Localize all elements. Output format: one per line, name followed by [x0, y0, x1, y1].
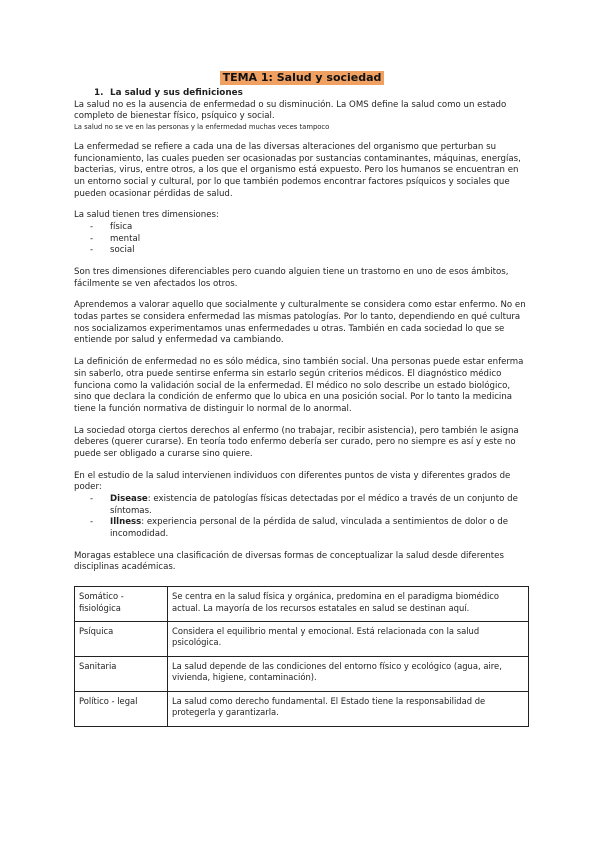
term-disease: Disease: [110, 494, 148, 505]
table-cell-key: Psíquica: [75, 622, 168, 657]
section-number: 1.: [94, 87, 104, 98]
moragas-paragraph: Moragas establece una clasificación de diversas formas de conceptualizar la salud desde diferentes disciplinas académicas.: [74, 550, 504, 573]
terms-list: [74, 494, 530, 541]
intro-paragraph: La salud no es la ausencia de enfermedad o su disminución. La OMS define la salud como un estado completo de bienestar físico, psíquico y social.: [74, 99, 507, 122]
aprendemos-paragraph: Aprendemos a valorar aquello que socialmente y culturalmente se considera como estar enfermo. No en todas partes se considera enfermedad las mismas patologías. Por lo tanto, dependiendo en qué cultura nos socializamos experimentamos unas enfermedades u otras. También en cada sociedad lo que se entiende por salud y enfermedad va cambiando.: [74, 300, 526, 346]
list-item: [74, 517, 530, 540]
table-cell-key: Político - legal: [75, 691, 168, 726]
term-illness: Illness: [110, 517, 142, 528]
dimensiones-intro: La salud tienen tres dimensiones:: [74, 210, 219, 221]
dimensiones-list: [74, 222, 530, 257]
term-definition: : existencia de patologías físicas detectadas por el médico a través de un conjunto de síntomas.: [110, 494, 518, 516]
classification-table: [74, 586, 529, 726]
section-label: La salud y sus definiciones: [110, 87, 243, 98]
definicion-paragraph: La definición de enfermedad no es sólo médica, sino también social. Una personas puede estar enferma sin saberlo, otra puede sentirse enferma sin estarlo según criterios médicos. El diagnóstico médico funciona como la validación social de la enfermedad. El médico no solo describe un estado biológico, sino que declara la condición de enfermo que lo ubica en una posición social. Por lo tanto la medicina tiene la función normativa de distinguir lo normal de lo anormal.: [74, 357, 524, 414]
table-row: [75, 656, 529, 691]
table-cell-value: Considera el equilibrio mental y emocional. Está relacionada con la salud psicológica.: [168, 622, 529, 657]
page-title: TEMA 1: Salud y sociedad: [220, 71, 385, 85]
list-item: [74, 494, 530, 517]
note-paragraph: La salud no se ve en las personas y la enfermedad muchas veces tampoco: [74, 123, 330, 132]
list-item: - física: [74, 222, 530, 234]
list-item: - social: [74, 245, 530, 257]
table-cell-key: Sanitaria: [75, 656, 168, 691]
table-row: [75, 691, 529, 726]
title-row: [74, 71, 530, 86]
estudio-paragraph: En el estudio de la salud intervienen individuos con diferentes puntos de vista y diferentes grados de poder:: [74, 470, 511, 493]
term-definition: : experiencia personal de la pérdida de salud, vinculada a sentimientos de dolor o de incomodidad.: [110, 517, 509, 540]
list-item: - mental: [74, 234, 530, 246]
enfermedad-paragraph: La enfermedad se refiere a cada una de las diversas alteraciones del organismo que perturban su funcionamiento, las cuales pueden ser ocasionadas por sustancias contaminantes, máquinas, energías, bacterias, virus, entre otros, a los que el organismo está expuesto. Pero los humanos se encuentran en un entorno social y cultural, por lo que también podemos encontrar factores psíquicos y sociales que pueden ocasionar pérdidas de salud.: [74, 141, 521, 199]
table-cell-key: Somático - fisiológica: [75, 587, 168, 622]
table-cell-value: La salud depende de las condiciones del entorno físico y ecológico (agua, aire, vivienda, higiene, contaminación).: [168, 656, 529, 691]
table-cell-value: La salud como derecho fundamental. El Estado tiene la responsabilidad de protegerla y garantizarla.: [168, 691, 529, 726]
derechos-paragraph: La sociedad otorga ciertos derechos al enfermo (no trabajar, recibir asistencia), pero también le asigna deberes (querer curarse). En teoría todo enfermo debería ser curado, pero no siempre es así y este no puede ser obligado a curarse sino quiere.: [74, 425, 519, 459]
dimensiones-paragraph: Son tres dimensiones diferenciables pero cuando alguien tiene un trastorno en uno de esos ámbitos, fácilmente se ven afectados los otros.: [74, 267, 509, 289]
table-row: [75, 622, 529, 657]
table-row: [75, 587, 529, 622]
section-heading: [94, 88, 530, 100]
document-content: [74, 71, 530, 727]
table-cell-value: Se centra en la salud física y orgánica, predomina en el paradigma biomédico actual. La mayoría de los recursos estatales en salud se destinan aquí.: [168, 587, 529, 622]
